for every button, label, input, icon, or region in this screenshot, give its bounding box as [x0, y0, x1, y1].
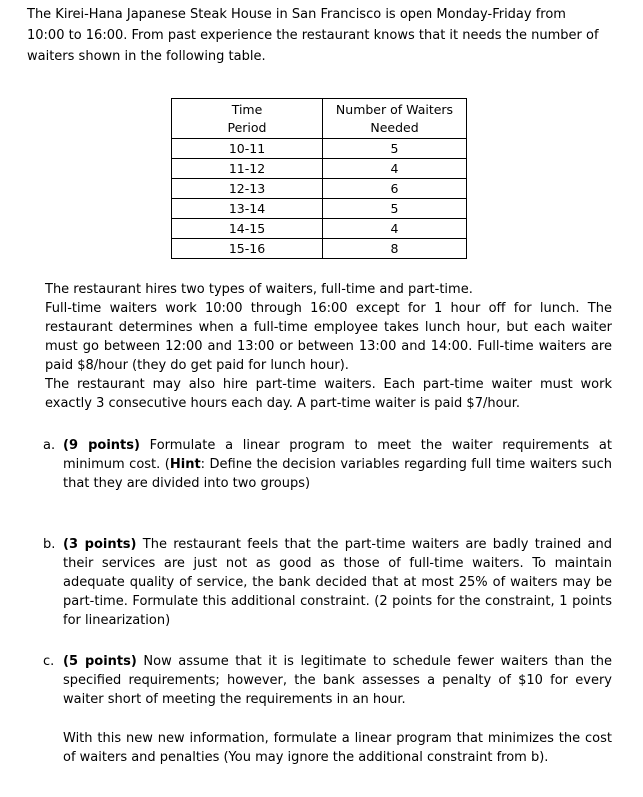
header-waiters-needed — [323, 99, 467, 139]
question-b-points: (3 points) — [63, 537, 137, 552]
question-c-text — [63, 652, 612, 709]
header-time-period — [172, 99, 323, 139]
question-a-body: Formulate a linear program to meet the waiter requirements at minimum cost. ( — [63, 438, 612, 472]
header-waiters-line1: Number of Waiters — [335, 102, 454, 117]
question-a-hint: : Define the decision variables regarding full time waiters such that they are divided into two groups) — [63, 457, 613, 491]
waiter-requirements-table — [171, 98, 467, 259]
hint-label: Hint — [169, 457, 201, 472]
header-waiters-line2: Needed — [370, 120, 419, 135]
question-c — [43, 652, 612, 709]
question-b — [43, 535, 612, 630]
cell-period: 12-13 — [172, 179, 323, 199]
cell-period: 15-16 — [172, 239, 323, 259]
table-row — [172, 219, 467, 239]
paragraph-full-time: Full-time waiters work 10:00 through 16:00 except for 1 hour off for lunch. The restaurant determines when a full-time employee takes lunch hour, but each waiter must go between 12:00 and 13:00 or between 13:00 and 14:00. Full-time waiters are paid $8/hour (they do get paid for lunch hour). — [45, 301, 612, 373]
cell-waiters: 8 — [323, 239, 467, 259]
question-c-label: c. — [43, 654, 55, 669]
table-row — [172, 239, 467, 259]
cell-period: 13-14 — [172, 199, 323, 219]
cell-waiters: 5 — [323, 199, 467, 219]
table-row — [172, 179, 467, 199]
paragraph-waiter-types: The restaurant hires two types of waiters, full-time and part-time. — [45, 282, 473, 297]
question-a — [43, 436, 612, 493]
cell-waiters: 6 — [323, 179, 467, 199]
question-c-continuation: With this new new information, formulate a linear program that minimizes the cost of waiters and penalties (You may ignore the additional constraint from b). — [63, 731, 612, 765]
table-row — [172, 199, 467, 219]
cell-period: 11-12 — [172, 159, 323, 179]
table-row — [172, 159, 467, 179]
table-row — [172, 139, 467, 159]
paragraph-part-time: The restaurant may also hire part-time waiters. Each part-time waiter must work exactly 3 consecutive hours each day. A part-time waiter is paid $7/hour. — [45, 377, 612, 411]
table-header-row — [172, 99, 467, 139]
question-c-body: Now assume that it is legitimate to schedule fewer waiters than the specified requirements; however, the bank assesses a penalty of $10 for every waiter short of meeting the requirements in an hour. — [63, 654, 613, 707]
header-time-line1: Time — [231, 102, 263, 117]
cell-waiters: 4 — [323, 159, 467, 179]
cell-waiters: 4 — [323, 219, 467, 239]
question-b-text — [63, 535, 612, 630]
cell-waiters: 5 — [323, 139, 467, 159]
problem-description — [45, 280, 612, 413]
question-b-label: b. — [43, 537, 56, 552]
question-a-points: (9 points) — [63, 438, 140, 453]
cell-period: 10-11 — [172, 139, 323, 159]
question-a-text — [63, 436, 612, 493]
question-c-points: (5 points) — [63, 654, 137, 669]
intro-paragraph: The Kirei-Hana Japanese Steak House in San Francisco is open Monday-Friday from 10:00 to 16:00. From past experience the restaurant knows that it needs the number of waiters shown in the following table. — [27, 7, 599, 64]
cell-period: 14-15 — [172, 219, 323, 239]
header-time-line2: Period — [227, 120, 267, 135]
question-a-label: a. — [43, 438, 56, 453]
question-b-body: The restaurant feels that the part-time waiters are badly trained and their services are just not as good as those of full-time waiters. To maintain adequate quality of service, the bank decided that at most 25% of waiters may be part-time. Formulate this additional constraint. (2 points for the constraint, 1 points for linearization) — [63, 537, 612, 628]
